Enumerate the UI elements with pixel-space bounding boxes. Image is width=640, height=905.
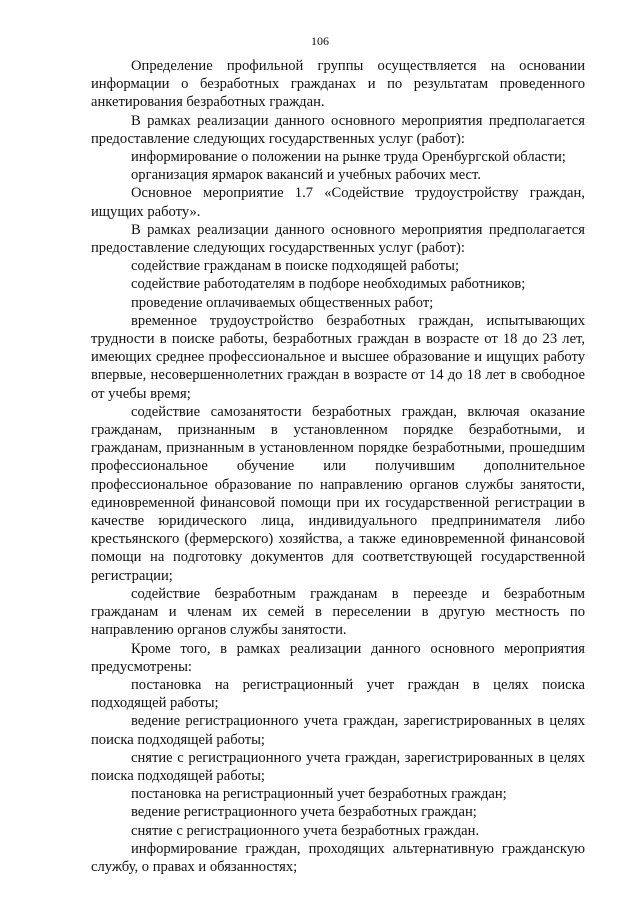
paragraph-measure-heading: Основное мероприятие 1.7 «Содействие трудоустройству граждан, ищущих работу».	[91, 185, 585, 220]
page-number: 106	[311, 34, 329, 48]
body-text	[91, 57, 585, 876]
list-item: ведение регистрационного учета граждан, зарегистрированных в целях поиска подходящей работы;	[91, 713, 585, 748]
list-item: содействие самозанятости безработных граждан, включая оказание гражданам, признанным в установленном порядке безработными, и гражданам, признанным в установленном порядке безработными, прошедшим профессиональное обучение или получившим дополнительное профессиональное образование по направлению органов службы занятости, единовременной финансовой помощи при их государственной регистрации в качестве юридического лица, индивидуального предпринимателя либо крестьянского (фермерского) хозяйства, а также единовременной финансовой помощи на подготовку документов для соответствующей государственной регистрации;	[91, 403, 585, 584]
paragraph-services-intro: В рамках реализации данного основного мероприятия предполагается предоставление следующих государственных услуг (работ):	[91, 112, 585, 147]
list-item: временное трудоустройство безработных граждан, испытывающих трудности в поиске работы, безработных граждан в возрасте от 18 до 23 лет, имеющих среднее профессиональное и высшее образование и ищущих работу впервые, несовершеннолетних граждан в возрасте от 14 до 18 лет в свободное от учебы время;	[91, 312, 585, 402]
list-item: содействие безработным гражданам в переезде и безработным гражданам и членам их семей в переселении в другую местность по направлению органов службы занятости.	[91, 585, 585, 639]
list-item: постановка на регистрационный учет граждан в целях поиска подходящей работы;	[91, 676, 585, 712]
list-item: проведение оплачиваемых общественных работ;	[131, 294, 434, 311]
list-item: организация ярмарок вакансий и учебных рабочих мест.	[131, 167, 481, 184]
list-item: содействие работодателям в подборе необходимых работников;	[131, 276, 526, 293]
list-item: снятие с регистрационного учета граждан, зарегистрированных в целях поиска подходящей работы;	[91, 749, 585, 784]
paragraph-profile-group: Определение профильной группы осуществляется на основании информации о безработных гражданах и по результатам проведенного анкетирования безработных граждан.	[91, 58, 585, 111]
paragraph-services-intro: В рамках реализации данного основного мероприятия предполагается предоставление следующих государственных услуг (работ):	[91, 221, 585, 257]
paragraph-additional-intro: Кроме того, в рамках реализации данного основного мероприятия предусмотрены:	[91, 640, 585, 675]
list-item: информирование граждан, проходящих альтернативную гражданскую службу, о правах и обязанностях;	[91, 840, 585, 875]
list-item: информирование о положении на рынке труда Оренбургской области;	[131, 149, 566, 166]
list-item: постановка на регистрационный учет безработных граждан;	[131, 786, 507, 803]
list-item: содействие гражданам в поиске подходящей работы;	[131, 258, 460, 275]
list-item: ведение регистрационного учета безработных граждан;	[131, 804, 477, 821]
list-item: снятие с регистрационного учета безработных граждан.	[131, 822, 480, 839]
